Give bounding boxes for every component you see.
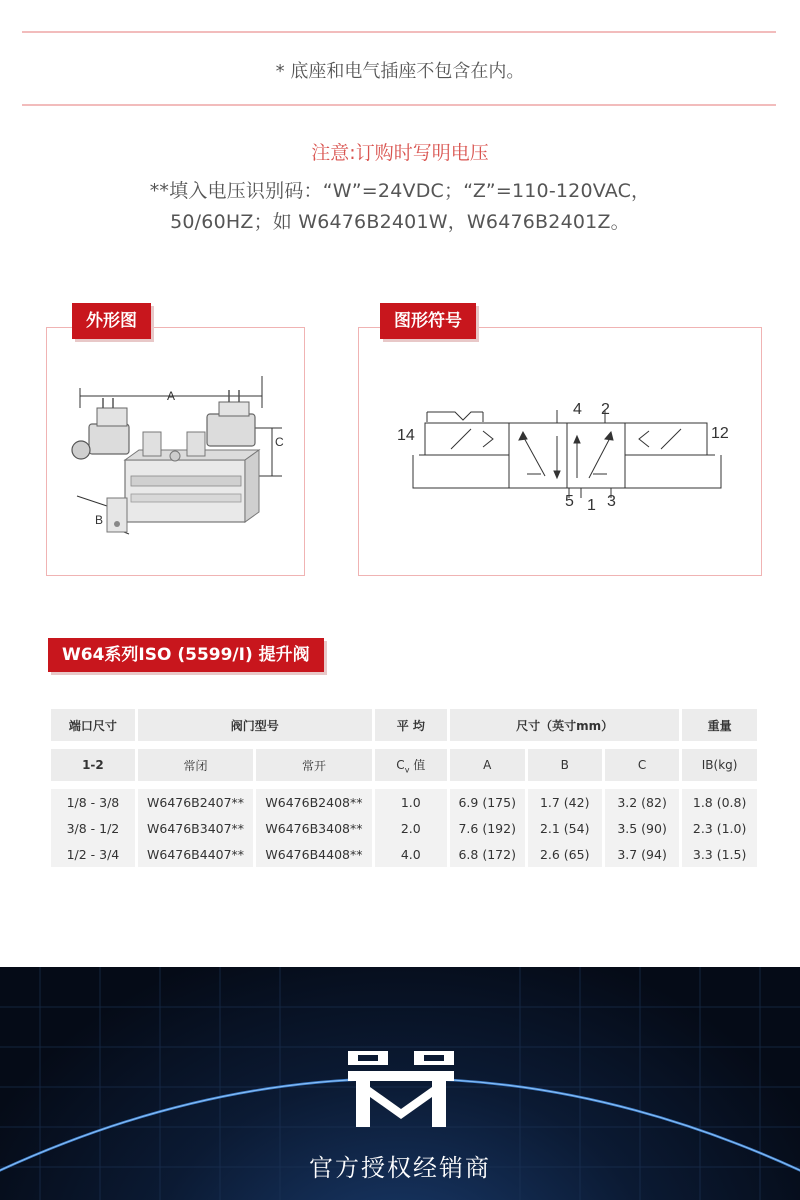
cell-cv: 1.0: [375, 789, 447, 815]
divider-bottom: [22, 104, 776, 106]
cell-no-model: W6476B3408**: [256, 815, 371, 841]
table-row: [51, 815, 757, 841]
dealer-logo-icon: [346, 1047, 456, 1129]
port-4-label: 4: [573, 401, 582, 418]
cell-c: 3.7 (94): [605, 841, 679, 867]
excluded-note: * 底座和电气插座不包含在内。: [275, 61, 525, 82]
cell-weight: 2.3 (1.0): [682, 815, 757, 841]
cell-nc-model: W6476B2407**: [138, 789, 253, 815]
port-14-label: 14: [397, 427, 415, 444]
dealer-title: 官方授权经销商: [309, 1154, 491, 1182]
dim-a-label: A: [167, 389, 176, 403]
subheader-normally-open: 常开: [256, 749, 371, 781]
table-row: [51, 841, 757, 867]
port-2-label: 2: [601, 401, 610, 418]
cell-weight: 1.8 (0.8): [682, 789, 757, 815]
cell-nc-model: W6476B4407**: [138, 841, 253, 867]
port-1-label: 1: [587, 497, 596, 514]
cell-no-model: W6476B4408**: [256, 841, 371, 867]
header-valve-model: 阀门型号: [138, 709, 372, 741]
subheader-b: B: [528, 749, 602, 781]
voltage-note-line2: 50/60HZ；如 W6476B2401W，W6476B2401Z。: [170, 211, 630, 233]
cell-port: 3/8 - 1/2: [51, 815, 135, 841]
table-header-row2: [51, 749, 757, 781]
cell-port: 1/8 - 3/8: [51, 789, 135, 815]
subheader-a: A: [450, 749, 525, 781]
port-5-label: 5: [565, 493, 574, 510]
cell-port: 1/2 - 3/4: [51, 841, 135, 867]
cell-weight: 3.3 (1.5): [682, 841, 757, 867]
outline-tag: 外形图: [72, 303, 151, 339]
series-tag: W64系列ISO (5599/I) 提升阀: [48, 638, 324, 672]
header-dimensions: 尺寸（英寸mm）: [450, 709, 679, 741]
subheader-port: 1-2: [51, 749, 135, 781]
symbol-panel: [358, 327, 762, 576]
cell-c: 3.2 (82): [605, 789, 679, 815]
cell-nc-model: W6476B3407**: [138, 815, 253, 841]
cell-c: 3.5 (90): [605, 815, 679, 841]
subheader-weight-unit: IB(kg): [682, 749, 757, 781]
subheader-cv: $C_v$ 值: [375, 749, 447, 781]
outline-panel: [46, 327, 305, 576]
subheader-c: C: [605, 749, 679, 781]
cell-a: 6.8 (172): [450, 841, 525, 867]
cell-no-model: W6476B2408**: [256, 789, 371, 815]
table-row: [51, 789, 757, 815]
header-average: 平 均: [375, 709, 447, 741]
port-3-label: 3: [607, 493, 616, 510]
divider-top: [22, 31, 776, 33]
cell-cv: 4.0: [375, 841, 447, 867]
cell-cv: 2.0: [375, 815, 447, 841]
attention-title: 注意:订购时写明电压: [311, 142, 489, 164]
valve-symbol-drawing: [359, 328, 761, 575]
cell-b: 2.1 (54): [528, 815, 602, 841]
outline-drawing: [47, 328, 304, 575]
cell-b: 1.7 (42): [528, 789, 602, 815]
port-12-label: 12: [711, 425, 729, 442]
header-port-size: 端口尺寸: [51, 709, 135, 741]
cell-a: 7.6 (192): [450, 815, 525, 841]
dim-c-label: C: [275, 435, 284, 449]
table-header-row1: [51, 709, 757, 741]
subheader-normally-closed: 常闭: [138, 749, 253, 781]
voltage-note-line1: **填入电压识别码：“W”=24VDC；“Z”=110-120VAC，: [149, 180, 651, 202]
cell-a: 6.9 (175): [450, 789, 525, 815]
spec-table: [48, 709, 760, 867]
cell-b: 2.6 (65): [528, 841, 602, 867]
dim-b-label: B: [95, 513, 104, 527]
header-weight: 重量: [682, 709, 757, 741]
symbol-tag: 图形符号: [380, 303, 476, 339]
